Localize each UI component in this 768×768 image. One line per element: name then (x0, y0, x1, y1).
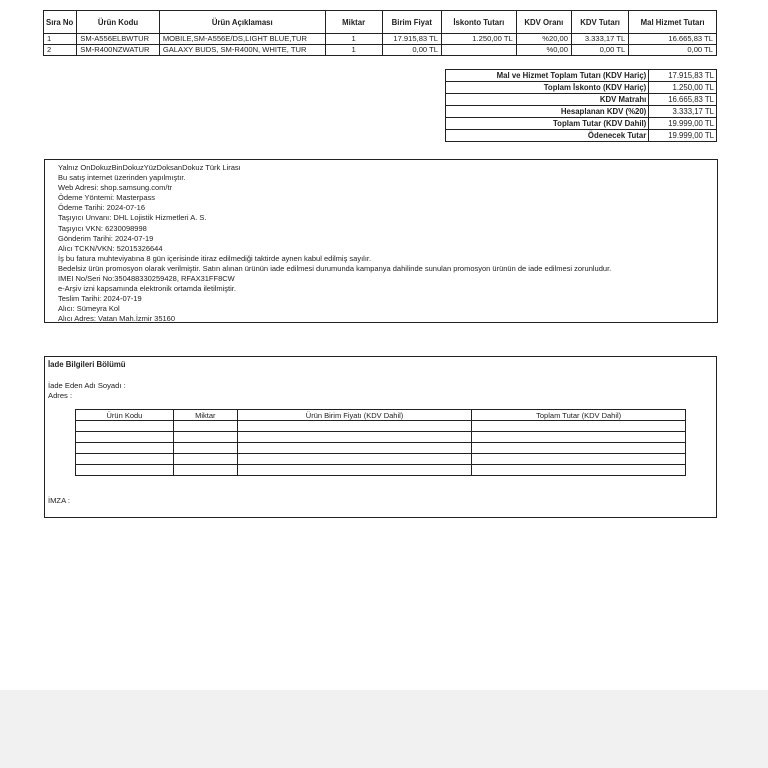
note-line: Yalnız OnDokuzBinDokuzYüzDoksanDokuz Türk Lirası (58, 163, 241, 172)
totals-value: 19.999,00 TL (649, 118, 717, 130)
totals-row (446, 118, 717, 130)
return-header-toplam-tutar: Toplam Tutar (KDV Dahil) (472, 410, 686, 421)
return-header-miktar: Miktar (173, 410, 237, 421)
cell-urun-kodu: SM-R400NZWATUR (77, 45, 160, 56)
note-line: Teslim Tarihi: 2024-07-19 (58, 294, 142, 304)
empty-cell (472, 454, 686, 465)
return-header-birim-fiyat: Ürün Birim Fiyatı (KDV Dahil) (237, 410, 472, 421)
totals-label: Hesaplanan KDV (%20) (446, 106, 649, 118)
totals-value: 17.915,83 TL (649, 70, 717, 82)
note-line: Taşıyıcı VKN: 6230098998 (58, 223, 147, 233)
cell-sira: 1 (44, 34, 77, 45)
return-name-label: İade Eden Adı Soyadı : (48, 381, 126, 390)
totals-label: Mal ve Hizmet Toplam Tutarı (KDV Hariç) (446, 70, 649, 82)
return-info-section (44, 356, 717, 518)
cell-mal-hizmet: 0,00 TL (629, 45, 717, 56)
empty-cell (472, 465, 686, 476)
totals-table (445, 69, 717, 142)
empty-cell (173, 432, 237, 443)
items-table (43, 10, 717, 56)
cell-sira: 2 (44, 45, 77, 56)
note-line: IMEI No/Seri No:350488330259428, RFAX31FF8CW (58, 274, 235, 284)
viewer-footer-area (0, 690, 768, 768)
header-sira-no: Sıra No (44, 11, 77, 34)
totals-label: Toplam İskonto (KDV Hariç) (446, 82, 649, 94)
totals-row (446, 94, 717, 106)
note-line: Taşıyıcı Unvanı: DHL Lojistik Hizmetleri A. S. (58, 213, 207, 223)
cell-iskonto: 1.250,00 TL (442, 34, 517, 45)
cell-miktar: 1 (325, 34, 382, 45)
empty-cell (173, 421, 237, 432)
note-line: Ödeme Tarihi: 2024-07-16 (58, 203, 145, 213)
cell-urun-kodu: SM-A556ELBWTUR (77, 34, 160, 45)
note-line: Bedelsiz ürün promosyon olarak verilmiştir. Satın alınan ürünün iade edilmesi durumunda kampanya dahilinde sunulan promosyon ürünün de iade edilmesi zorunludur. (58, 263, 612, 273)
empty-cell (472, 432, 686, 443)
header-kdv-tutari: KDV Tutarı (571, 11, 628, 34)
return-empty-row (76, 454, 686, 465)
return-section-title: İade Bilgileri Bölümü (48, 360, 126, 369)
table-row (44, 45, 717, 56)
empty-cell (472, 443, 686, 454)
totals-row (446, 130, 717, 142)
cell-birim-fiyat: 17.915,83 TL (382, 34, 441, 45)
cell-kdv-tutari: 0,00 TL (571, 45, 628, 56)
header-urun-aciklamasi: Ürün Açıklaması (159, 11, 325, 34)
note-line: Alıcı Adres: Vatan Mah.İzmir 35160 (58, 314, 176, 323)
cell-kdv-orani: %20,00 (516, 34, 571, 45)
empty-cell (76, 465, 174, 476)
totals-row (446, 70, 717, 82)
empty-cell (76, 443, 174, 454)
return-empty-row (76, 432, 686, 443)
empty-cell (173, 454, 237, 465)
return-address-label: Adres : (48, 391, 73, 400)
totals-label: KDV Matrahı (446, 94, 649, 106)
return-empty-row (76, 421, 686, 432)
cell-kdv-orani: %0,00 (516, 45, 571, 56)
totals-value: 16.665,83 TL (649, 94, 717, 106)
totals-value: 1.250,00 TL (649, 82, 717, 94)
header-mal-hizmet-tutari: Mal Hizmet Tutarı (629, 11, 717, 34)
note-line: Bu satış internet üzerinden yapılmıştır. (58, 173, 186, 183)
cell-aciklama: MOBILE,SM-A556E/DS,LIGHT BLUE,TUR (159, 34, 325, 45)
return-empty-row (76, 465, 686, 476)
empty-cell (76, 454, 174, 465)
empty-cell (173, 465, 237, 476)
totals-row (446, 82, 717, 94)
note-line: Alıcı: Sümeyra Kol (58, 304, 120, 314)
empty-cell (76, 421, 174, 432)
note-line: Alıcı TCKN/VKN: 52015326644 (58, 243, 163, 253)
empty-cell (173, 443, 237, 454)
note-line: İş bu fatura muhteviyatına 8 gün içerisinde itiraz edilmediği taktirde aynen kabul edilmiş sayılır. (58, 253, 372, 263)
cell-miktar: 1 (325, 45, 382, 56)
totals-label: Ödenecek Tutar (446, 130, 649, 142)
header-urun-kodu: Ürün Kodu (77, 11, 160, 34)
empty-cell (76, 432, 174, 443)
empty-cell (237, 421, 472, 432)
note-line: Ödeme Yöntemi: Masterpass (58, 193, 155, 203)
note-line: Gönderim Tarihi: 2024-07-19 (58, 233, 154, 243)
note-line: Web Adresi: shop.samsung.com/tr (58, 183, 173, 193)
cell-iskonto (442, 45, 517, 56)
header-iskonto-tutari: İskonto Tutarı (442, 11, 517, 34)
empty-cell (472, 421, 686, 432)
notes-box (44, 159, 718, 323)
header-kdv-orani: KDV Oranı (516, 11, 571, 34)
return-header-urun-kodu: Ürün Kodu (76, 410, 174, 421)
cell-mal-hizmet: 16.665,83 TL (629, 34, 717, 45)
empty-cell (237, 465, 472, 476)
cell-aciklama: GALAXY BUDS, SM-R400N, WHITE, TUR (159, 45, 325, 56)
return-empty-row (76, 443, 686, 454)
empty-cell (237, 443, 472, 454)
cell-kdv-tutari: 3.333,17 TL (571, 34, 628, 45)
totals-label: Toplam Tutar (KDV Dahil) (446, 118, 649, 130)
totals-value: 19.999,00 TL (649, 130, 717, 142)
cell-birim-fiyat: 0,00 TL (382, 45, 441, 56)
header-miktar: Miktar (325, 11, 382, 34)
items-header-row (44, 11, 717, 34)
header-birim-fiyat: Birim Fiyat (382, 11, 441, 34)
note-line: e-Arşiv izni kapsamında elektronik ortamda iletilmiştir. (58, 284, 236, 294)
return-items-table (75, 409, 686, 476)
table-row (44, 34, 717, 45)
empty-cell (237, 432, 472, 443)
totals-row (446, 106, 717, 118)
signature-label: İMZA : (48, 496, 70, 505)
totals-value: 3.333,17 TL (649, 106, 717, 118)
empty-cell (237, 454, 472, 465)
return-header-row (76, 410, 686, 421)
